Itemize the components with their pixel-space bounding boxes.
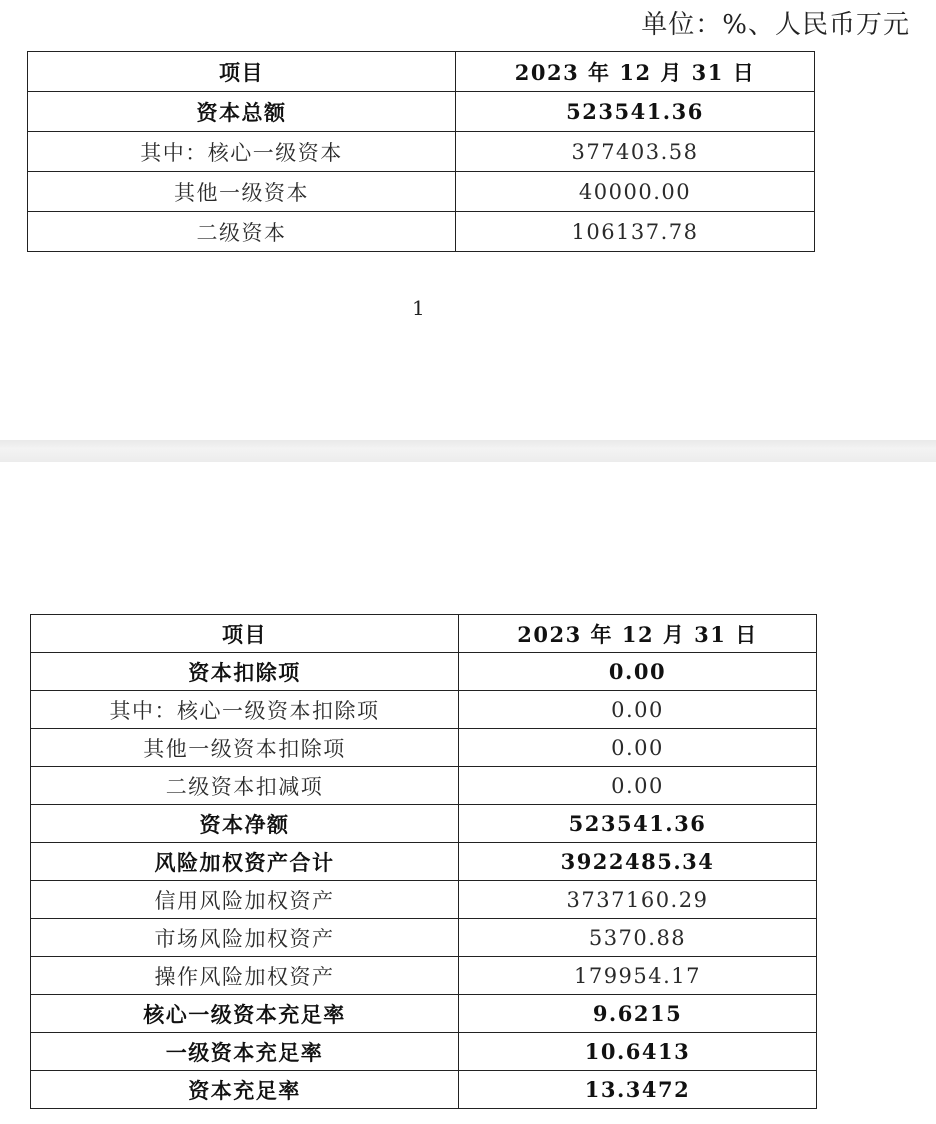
table-row <box>28 132 815 172</box>
header-item: 项目 <box>31 615 459 653</box>
table-row <box>31 919 817 957</box>
row-label: 其中：核心一级资本扣除项 <box>31 691 459 729</box>
row-value: 3737160.29 <box>459 881 817 919</box>
row-value: 0.00 <box>459 691 817 729</box>
page-number: 1 <box>412 296 425 320</box>
row-label: 一级资本充足率 <box>31 1033 459 1071</box>
row-value: 13.3472 <box>459 1071 817 1109</box>
table-row <box>31 767 817 805</box>
document-page-2 <box>0 462 936 1124</box>
row-label: 二级资本扣减项 <box>31 767 459 805</box>
row-value: 9.6215 <box>459 995 817 1033</box>
row-label: 资本总额 <box>28 92 456 132</box>
row-label: 其他一级资本 <box>28 172 456 212</box>
row-label: 资本扣除项 <box>31 653 459 691</box>
capital-table-part-1 <box>27 51 815 252</box>
row-label: 市场风险加权资产 <box>31 919 459 957</box>
row-value: 10.6413 <box>459 1033 817 1071</box>
table-row <box>31 881 817 919</box>
document-page-1 <box>0 0 936 440</box>
table-header-row <box>28 52 815 92</box>
capital-table-part-2 <box>30 614 817 1109</box>
header-date: 2023 年 12 月 31 日 <box>459 615 817 653</box>
table-row <box>31 995 817 1033</box>
row-value: 40000.00 <box>456 172 815 212</box>
row-label: 资本净额 <box>31 805 459 843</box>
unit-label: 单位：%、人民币万元 <box>641 10 910 40</box>
row-label: 其中：核心一级资本 <box>28 132 456 172</box>
row-label: 风险加权资产合计 <box>31 843 459 881</box>
table-row <box>31 653 817 691</box>
row-value: 0.00 <box>459 729 817 767</box>
header-date: 2023 年 12 月 31 日 <box>456 52 815 92</box>
row-label: 资本充足率 <box>31 1071 459 1109</box>
table-row <box>28 172 815 212</box>
row-value: 0.00 <box>459 653 817 691</box>
table-header-row <box>31 615 817 653</box>
row-value: 5370.88 <box>459 919 817 957</box>
row-value: 0.00 <box>459 767 817 805</box>
row-label: 操作风险加权资产 <box>31 957 459 995</box>
table-row <box>28 212 815 252</box>
row-label: 核心一级资本充足率 <box>31 995 459 1033</box>
table-row <box>31 691 817 729</box>
row-value: 106137.78 <box>456 212 815 252</box>
table-row <box>31 957 817 995</box>
row-value: 523541.36 <box>456 92 815 132</box>
row-value: 3922485.34 <box>459 843 817 881</box>
row-value: 523541.36 <box>459 805 817 843</box>
table-row <box>31 1071 817 1109</box>
row-value: 377403.58 <box>456 132 815 172</box>
row-value: 179954.17 <box>459 957 817 995</box>
row-label: 其他一级资本扣除项 <box>31 729 459 767</box>
page-separator <box>0 440 936 462</box>
table-row <box>28 92 815 132</box>
row-label: 信用风险加权资产 <box>31 881 459 919</box>
header-item: 项目 <box>28 52 456 92</box>
table-row <box>31 729 817 767</box>
table-row <box>31 843 817 881</box>
row-label: 二级资本 <box>28 212 456 252</box>
table-row <box>31 1033 817 1071</box>
table-row <box>31 805 817 843</box>
